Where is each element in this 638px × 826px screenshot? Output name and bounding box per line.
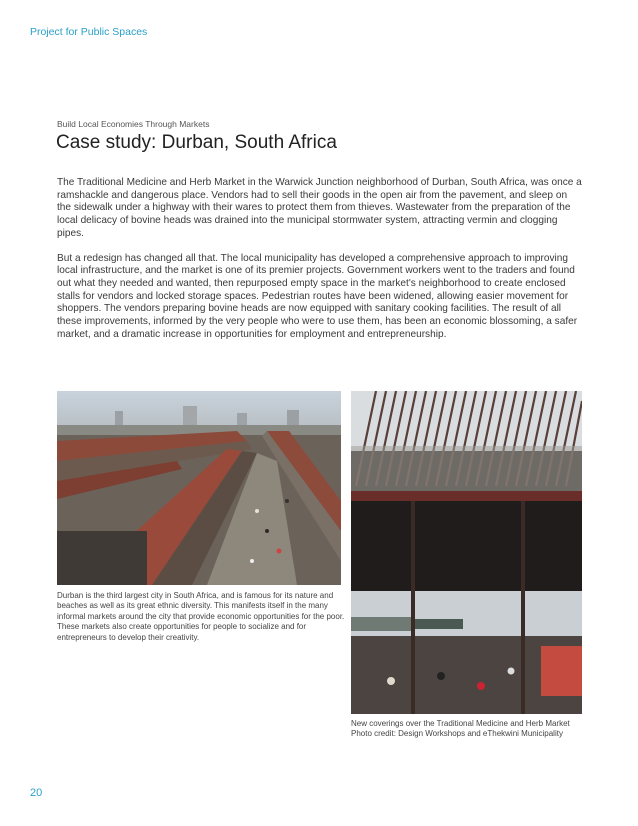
paragraph: The Traditional Medicine and Herb Market in the Warwick Junction neighborhood of Durban, South Africa, was once a ramshackle and dangerous place. Vendors had to sell their goods in the open air from the pavement, and sleep on the sidewalk under a highway with their wares to protect them from thieves. Wastewater from the preparation of the local delicacy of bovine heads was drained into the municipal stormwater system, attracting vermin and clogging pipes. <box>57 177 582 239</box>
left-photo-caption: Durban is the third largest city in South Africa, and is famous for its nature and beaches as well as its great ethnic diversity. This manifests itself in the many informal markets around the city that provide economic opportunities for the poor. These markets also create opportunities for people to socialize and for entrepreneurs to develop their creativity. <box>57 591 345 642</box>
right-photo-caption <box>351 719 591 740</box>
caption-line: New coverings over the Traditional Medicine and Herb Market <box>351 719 570 728</box>
photo-credit: Photo credit: Design Workshops and eThekwini Municipality <box>351 729 563 739</box>
market-aerial-photo <box>57 391 341 585</box>
market-coverings-photo <box>351 391 582 714</box>
page-number: 20 <box>30 787 43 799</box>
article-body <box>57 177 583 353</box>
page-title: Case study: Durban, South Africa <box>56 132 337 153</box>
paragraph: But a redesign has changed all that. The local municipality has developed a comprehensive approach to improving local infrastructure, and the market is one of its premier projects. Government workers went to the traders and found out what they needed and wanted, then repurposed empty space in the market's neighborhood to create enclosed stalls for vendors and locked storage spaces. Pedestrian routes have been widened, allowing easier movement for shoppers. The vendors preparing bovine heads are now equipped with sanitary cooking facilities. The result of all these improvements, informed by the very people who were to use them, has been an economic blossoming, a safer market, and a dramatic increase in opportunities for employment and entrepreneurship. <box>57 252 578 340</box>
brand-name: Project for Public Spaces <box>30 26 148 38</box>
section-kicker: Build Local Economies Through Markets <box>57 119 210 129</box>
